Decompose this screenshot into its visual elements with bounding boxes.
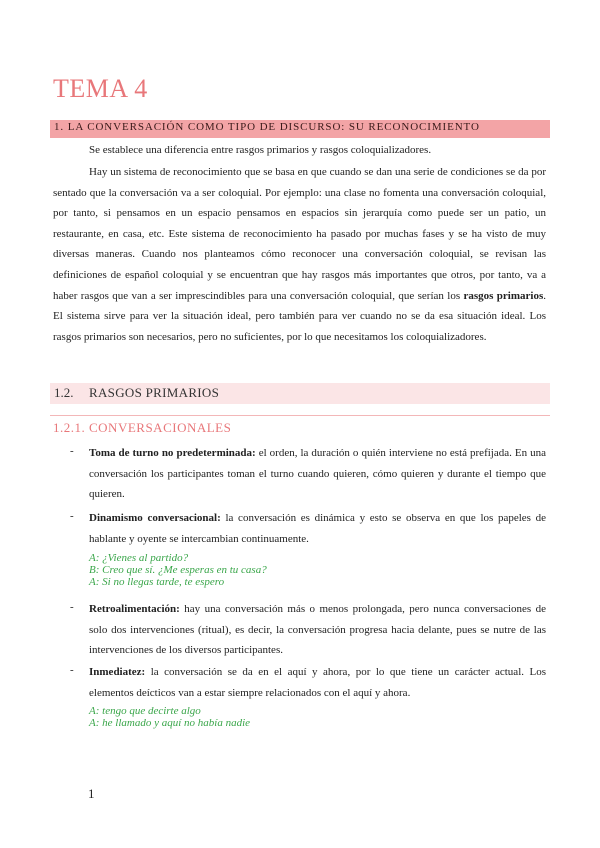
subsubsection-heading: 1.2.1. CONVERSACIONALES [53, 420, 232, 435]
example-line: A: ¿Vienes al partido? [89, 552, 189, 564]
page-number: 1 [88, 786, 95, 801]
list-bullet: - [70, 510, 74, 522]
list-item-term: Retroalimentación: [89, 603, 180, 615]
list-item [89, 508, 546, 549]
list-item-text: el orden, la duración o quién interviene no está prefijada. En una conversación los participantes toman el turno cuando quieren, cómo quieren y durante el tiempo que quieren. [89, 447, 546, 501]
list-item-term: Dinamismo conversacional: [89, 512, 221, 524]
example-line: A: he llamado y aquí no había nadie [89, 717, 251, 729]
example-line: A: Si no llegas tarde, te espero [89, 576, 225, 588]
section-heading: 1. LA CONVERSACIÓN COMO TIPO DE DISCURSO: SU RECONOCIMIENTO [54, 121, 480, 133]
list-item-text: la conversación se da en el aquí y ahora, por lo que tiene un carácter actual. Los elementos deícticos van a estar siempre relacionados con el aquí y ahora. [89, 666, 546, 699]
list-item [89, 662, 546, 703]
list-item [89, 599, 546, 661]
list-item [89, 443, 546, 505]
bold-term: rasgos primarios [463, 289, 544, 302]
list-item-term: Inmediatez: [89, 666, 146, 678]
list-item-term: Toma de turno no predeterminada: [89, 447, 256, 459]
paragraph-text: . El sistema sirve para ver la situación ideal, pero también para ver cuando no se da esa situación ideal. Los rasgos primarios son necesarios, pero no suficientes, por lo que necesitamos los coloquializadores. [53, 289, 546, 343]
subsubsection-rule [50, 415, 550, 416]
subsection-heading: RASGOS PRIMARIOS [89, 385, 220, 400]
paragraph-intro: Se establece una diferencia entre rasgos primarios y rasgos coloquializadores. [89, 144, 432, 156]
document-title: TEMA 4 [53, 74, 148, 103]
list-item-text: hay una conversación más o menos prolongada, pero nunca conversaciones de solo dos intervenciones (ritual), es decir, la conversación progresa hacia delante, pues se nutre de las intervenciones de los diversos participantes. [89, 603, 546, 657]
paragraph-text: Hay un sistema de reconocimiento que se basa en que cuando se dan una serie de condiciones se da por sentado que la conversación va a ser coloquial. Por ejemplo: una clase no fomenta una conversación coloquial, por tanto, si pensamos en un espacio pensamos en espacios sin jerarquía como puede ser un patio, un restaurante, en casa, etc. Este sistema de reconocimiento ha pasado por muchas fases y se ha visto de muy diversas maneras. Cuando nos planteamos cómo reconocer una conversación coloquial, se revisan las definiciones de español coloquial y se encuentran que hay rasgos más importantes que otros, por tanto, va a haber rasgos que van a ser imprescindibles para una conversación coloquial, que serían los [53, 166, 546, 302]
list-item-text: la conversación es dinámica y esto se observa en que los papeles de hablante y oyente se intercambian continuamente. [89, 512, 546, 545]
subsection-number: 1.2. [54, 385, 74, 400]
paragraph-body [53, 162, 546, 347]
list-bullet: - [70, 445, 74, 457]
list-bullet: - [70, 664, 74, 676]
example-line: A: tengo que decirte algo [89, 705, 201, 717]
example-line: B: Creo que sí. ¿Me esperas en tu casa? [89, 564, 267, 576]
list-bullet: - [70, 601, 74, 613]
